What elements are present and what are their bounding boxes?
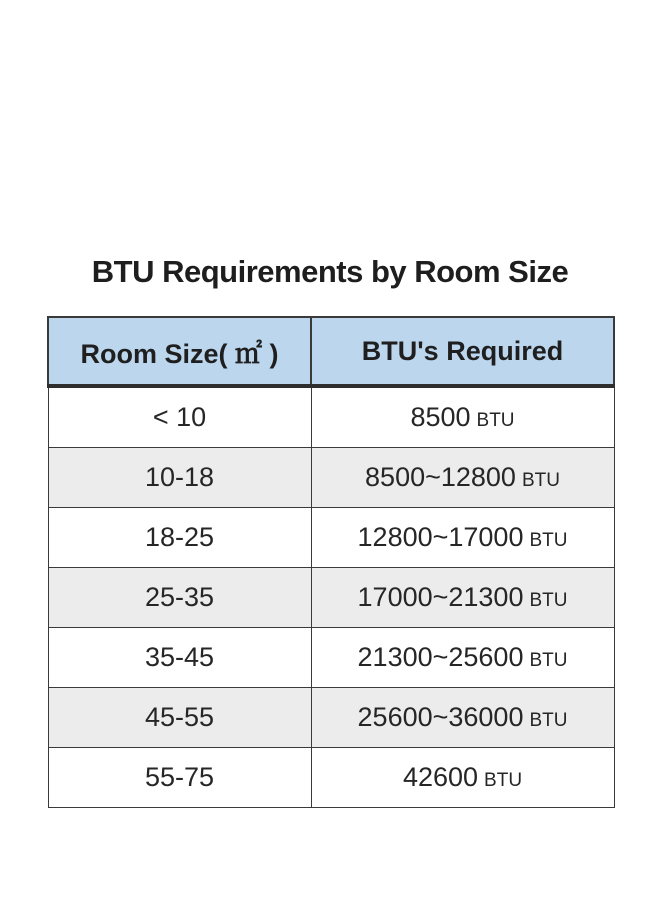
btu-cell bbox=[311, 386, 614, 448]
btu-unit: BTU bbox=[529, 590, 568, 611]
btu-cell bbox=[311, 508, 614, 568]
table-row bbox=[48, 448, 614, 508]
room-size-cell: 10-18 bbox=[48, 448, 311, 508]
btu-unit: BTU bbox=[529, 710, 568, 731]
room-size-cell: < 10 bbox=[48, 386, 311, 448]
btu-cell bbox=[311, 628, 614, 688]
btu-value: 25600~36000 bbox=[357, 702, 524, 732]
btu-unit: BTU bbox=[484, 770, 523, 791]
room-size-cell: 18-25 bbox=[48, 508, 311, 568]
header-room-size: Room Size( ㎡ ) bbox=[48, 317, 311, 386]
table-header-row bbox=[48, 317, 614, 386]
room-size-cell: 45-55 bbox=[48, 688, 311, 748]
table-row bbox=[48, 508, 614, 568]
room-size-cell: 35-45 bbox=[48, 628, 311, 688]
btu-value: 21300~25600 bbox=[357, 642, 524, 672]
header-btu-required: BTU's Required bbox=[311, 317, 614, 386]
room-size-cell: 55-75 bbox=[48, 748, 311, 808]
page-title: BTU Requirements by Room Size bbox=[91, 254, 569, 289]
table-row bbox=[48, 688, 614, 748]
btu-cell bbox=[311, 448, 614, 508]
btu-table bbox=[47, 316, 615, 808]
btu-unit: BTU bbox=[476, 410, 515, 431]
btu-cell bbox=[311, 748, 614, 808]
btu-value: 12800~17000 bbox=[357, 522, 524, 552]
btu-cell bbox=[311, 688, 614, 748]
room-size-cell: 25-35 bbox=[48, 568, 311, 628]
btu-cell bbox=[311, 568, 614, 628]
btu-value: 8500 bbox=[410, 402, 471, 432]
table-row bbox=[48, 386, 614, 448]
table-row bbox=[48, 568, 614, 628]
btu-unit: BTU bbox=[521, 470, 560, 491]
btu-unit: BTU bbox=[529, 530, 568, 551]
btu-unit: BTU bbox=[529, 650, 568, 671]
table-row bbox=[48, 628, 614, 688]
btu-value: 8500~12800 bbox=[365, 462, 516, 492]
btu-value: 17000~21300 bbox=[357, 582, 524, 612]
table-row bbox=[48, 748, 614, 808]
btu-value: 42600 bbox=[402, 762, 479, 792]
